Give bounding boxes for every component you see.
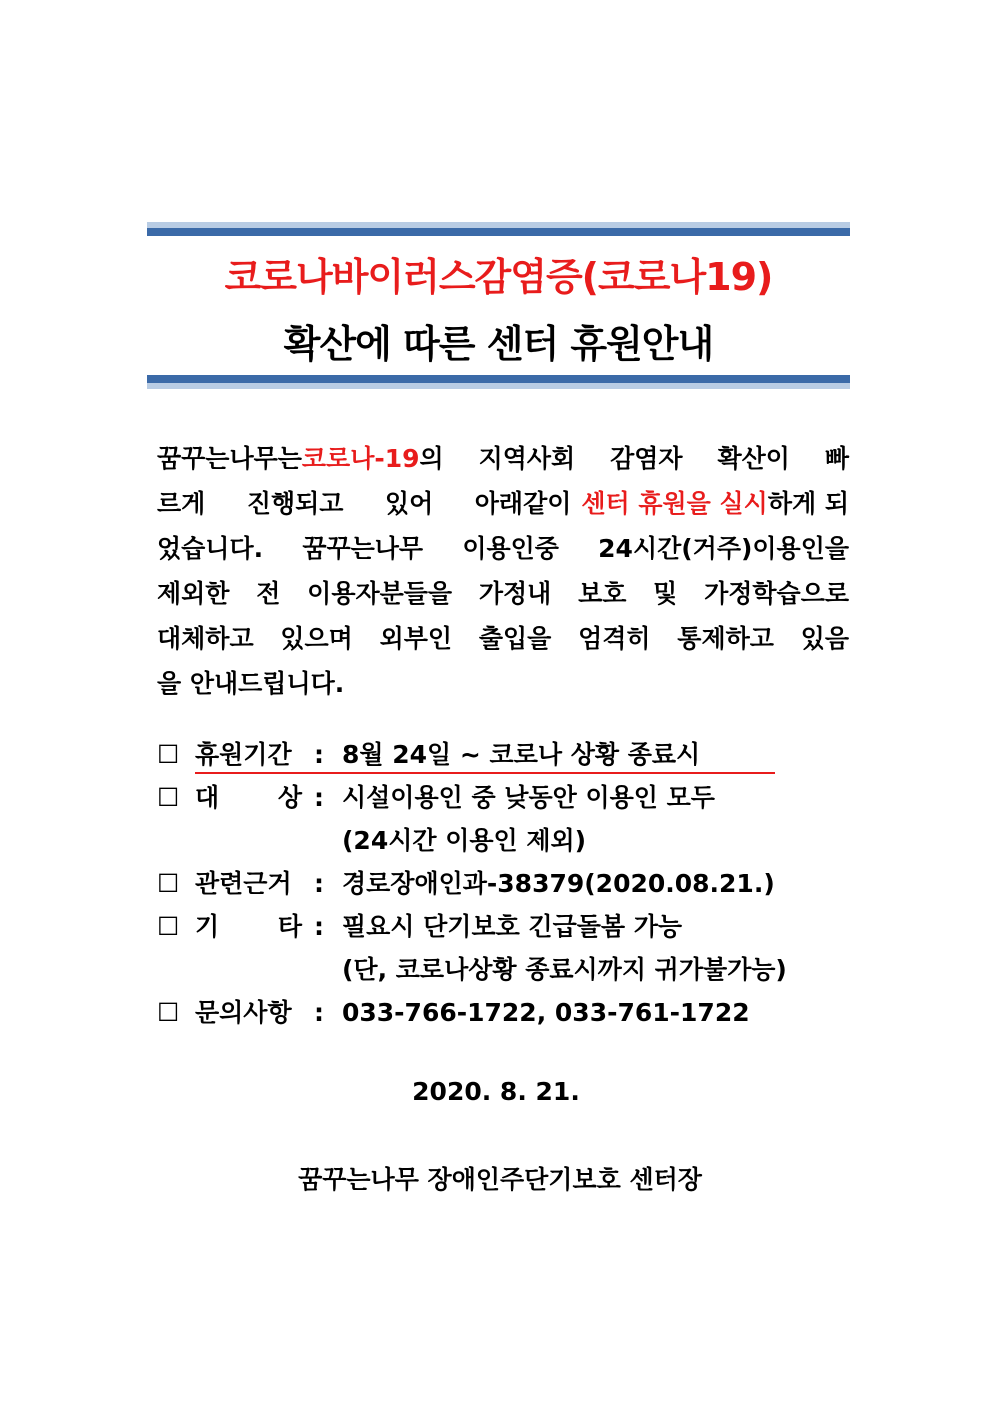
detail-value: 경로장애인과-38379(2020.08.21.) [342,869,775,898]
detail-label [195,776,302,819]
detail-label [195,733,302,776]
paragraph-text: 제외한 전 이용자분들을 가정내 보호 및 가정학습으로 [157,579,849,608]
detail-label-text: 대 [195,783,220,812]
detail-label-text: 휴원기간 [195,740,292,769]
detail-label-text: 기 [195,912,220,941]
detail-value: (24시간 이용인 제외) [342,826,587,855]
detail-label [195,991,302,1034]
paragraph-text: 하게 되 [767,489,849,518]
header-band-top [147,222,850,236]
paragraph-line [157,616,849,661]
checkbox-icon: ☐ [157,869,180,898]
detail-label-text: 문의사항 [195,998,292,1027]
header-band-bottom [147,375,850,389]
paragraph-text: 의 지역사회 감염자 확산이 빠 [419,444,849,473]
paragraph-text: 을 안내드립니다. [157,669,345,698]
detail-label-text: 타 [277,912,302,941]
detail-value: 8월 24일 ~ 코로나 상황 종료시 [342,740,701,769]
band-light-stripe [147,383,850,389]
period-underline [195,772,775,774]
paragraph-line [157,481,849,526]
checkbox-icon: ☐ [157,998,180,1027]
band-dark-stripe [147,228,850,236]
detail-label-text: 상 [277,783,302,812]
notice-date: 2020. 8. 21. [412,1077,580,1106]
paragraph-line [157,526,849,571]
paragraph-text: 르게 진행되고 있어 아래같이 [157,489,572,518]
notice-paragraph [157,436,849,706]
detail-colon: : [314,783,324,812]
paragraph-highlight: 센터 휴원을 실시 [581,489,768,518]
detail-label-text: 관련근거 [195,869,292,898]
detail-colon: : [314,912,324,941]
paragraph-line [157,571,849,616]
detail-label [195,862,302,905]
paragraph-text: 꿈꾸는나무는 [157,444,302,473]
checkbox-icon: ☐ [157,783,180,812]
paragraph-line [157,661,849,706]
notice-title-line1: 코로나바이러스감염증(코로나19) [224,255,773,299]
paragraph-highlight: 코로나-19 [301,444,420,473]
notice-title-line2: 확산에 따른 센터 휴원안내 [283,322,714,366]
detail-label [195,905,302,948]
checkbox-icon: ☐ [157,912,180,941]
detail-colon: : [314,740,324,769]
checkbox-icon: ☐ [157,740,180,769]
detail-value: 033-766-1722, 033-761-1722 [342,998,750,1027]
paragraph-text: 었습니다. 꿈꾸는나무 이용인중 24시간(거주)이용인을 [157,534,849,563]
detail-value: (단, 코로나상황 종료시까지 귀가불가능) [342,955,787,984]
detail-colon: : [314,869,324,898]
notice-signer: 꿈꾸는나무 장애인주단기보호 센터장 [298,1165,702,1194]
band-dark-stripe [147,375,850,383]
paragraph-text: 대체하고 있으며 외부인 출입을 엄격히 통제하고 있음 [157,624,849,653]
detail-colon: : [314,998,324,1027]
paragraph-line [157,436,849,481]
detail-value: 시설이용인 중 낮동안 이용인 모두 [342,783,715,812]
detail-value: 필요시 단기보호 긴급돌봄 가능 [342,912,683,941]
